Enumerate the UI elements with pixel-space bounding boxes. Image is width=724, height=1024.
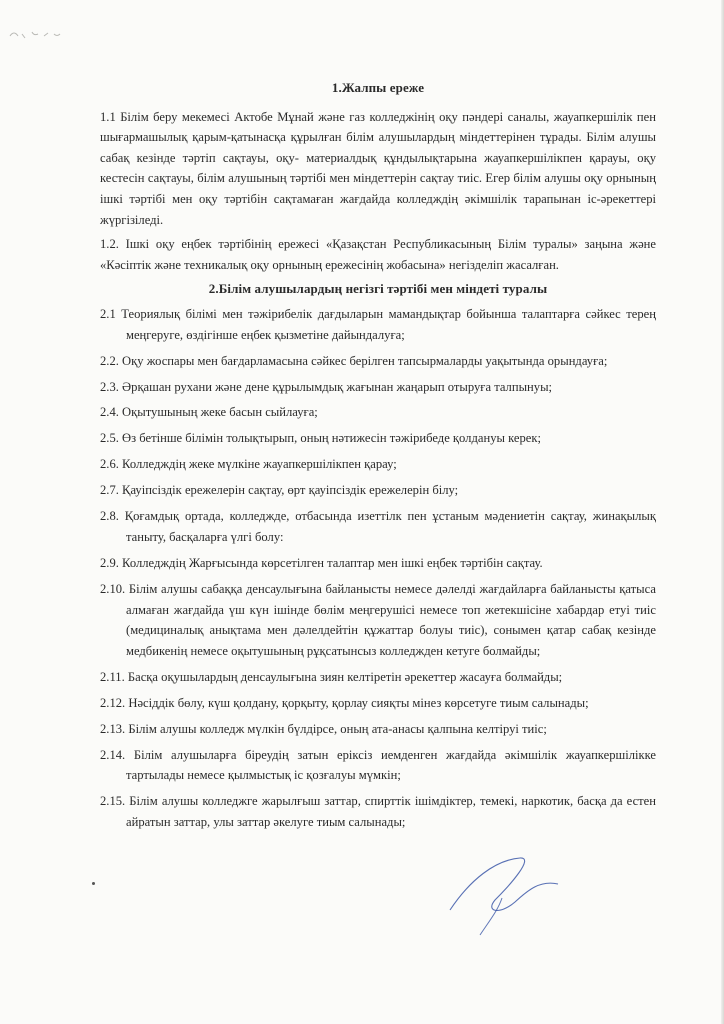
rule-item-text: Қоғамдық ортада, колледжде, отбасында изеттілк пен ұстаным мәдениетін сақтау, жинақылық таныту, басқаларға үлгі болу: — [124, 509, 656, 545]
section-2-list — [100, 304, 656, 833]
rule-item-text: Әрқашан рухани және дене құрылымдық жағынан жаңарып отыруға талпынуы; — [122, 379, 553, 394]
rule-item-number: 2.6. — [100, 457, 119, 472]
scan-artifact-mark — [6, 22, 76, 44]
rule-item — [100, 791, 656, 832]
rule-item-text: Оқу жоспары мен бағдарламасына сәйкес берілген тапсырмаларды уақытында орындауға; — [122, 353, 608, 368]
rule-item-number: 2.9. — [100, 556, 119, 570]
rule-item-text: Білім алушыларға біреудің затын еріксіз иемденген жағдайда әкімшілік жауапкершілікке тартылады немесе қылмыстық іс қозғалуы мүмкін; — [126, 747, 656, 783]
rule-item-text: Колледждің Жарғысында көрсетілген талаптар мен ішкі еңбек тәртібін сақтау. — [122, 556, 543, 570]
rule-item — [100, 719, 656, 740]
rule-item-number: 2.5. — [100, 431, 119, 446]
rule-item-text: Колледждің жеке мүлкіне жауапкершілікпен қарау; — [122, 457, 397, 472]
rule-item-text: Теориялық білімі мен тәжірибелік дағдыларын мамандықтар бойынша талаптарға сәйкес терең меңгеруге, өздігінше еңбек қызметіне дайындалуға; — [121, 306, 657, 342]
rule-item — [100, 428, 656, 449]
rule-item — [100, 480, 656, 501]
rule-item-number: 2.7. — [100, 483, 119, 498]
rule-item-number: 2.13. — [100, 721, 126, 736]
rule-item — [100, 454, 656, 475]
rule-item — [100, 351, 656, 372]
rule-item — [100, 579, 656, 661]
rule-item-text: Нәсіддік бөлу, күш қолдану, қорқыту, қорлау сияқты мінез көрсетуге тиым салынады; — [128, 695, 589, 710]
handwritten-signature — [440, 840, 580, 950]
rule-item-number: 2.15. — [100, 794, 126, 809]
rule-item-number: 2.12. — [100, 695, 126, 710]
rule-item — [100, 377, 656, 398]
document-body — [100, 78, 656, 838]
section-2-title: 2.Білім алушылардың негізгі тәртібі мен міндеті туралы — [208, 281, 548, 297]
rule-item-number: 2.3. — [100, 379, 119, 394]
rule-item-number: 2.4. — [100, 405, 119, 420]
rule-item-text: Қауіпсіздік ережелерін сақтау, өрт қауіпсіздік ережелерін білу; — [122, 483, 459, 498]
paragraph-1-2: 1.2. Ішкі оқу еңбек тәртібінің ережесі «Қазақстан Республикасының Білім туралы» заңына және «Кәсіптік және техникалық оқу орнының ережесінің жобасына» негізделіп жасалған. — [100, 237, 656, 272]
rule-item-text: Білім алушы колледжге жарылғыш заттар, спирттік ішімдіктер, темекі, наркотик, басқа да естен айратын заттар, улы заттар әкелуге тиым салынады; — [126, 794, 656, 829]
rule-item — [100, 506, 656, 547]
rule-item-number: 2.14. — [100, 747, 126, 762]
rule-item — [100, 745, 656, 786]
rule-item — [100, 402, 656, 423]
rule-item-number: 2.10. — [100, 581, 126, 596]
rule-item-number: 2.11. — [100, 669, 125, 684]
rule-item-text: Өз бетінше білімін толықтырып, оның нәтижесін тәжірибеде қолдануы керек; — [122, 431, 542, 446]
rule-item — [100, 693, 656, 714]
rule-item-text: Басқа оқушылардың денсаулығына зиян келтіретін әрекеттер жасауға болмайды; — [127, 669, 563, 684]
section-1-title: 1.Жалпы ереже — [331, 80, 425, 95]
rule-item-number: 2.1 — [100, 306, 116, 321]
scan-speck — [92, 882, 95, 885]
rule-item-number: 2.8. — [100, 509, 119, 524]
rule-item-text: Оқытушының жеке басын сыйлауға; — [122, 405, 318, 420]
paragraph-1-1: 1.1 Білім беру мекемесі Актобе Мұнай және газ колледжінің оқу пәндері саналы, жауапкершілік пен шығармашылық қарым-қатынасқа құрылған білім алушылардың міндеттерінен тұрады. Білім алушы сабақ кезінде тәртіп сақтауы, оқу- материалдық құндылықтарына жауапкершілікпен қарауы, оқу кестесін сақтауы, білім алушының тәртібі мен міндеттерін сақтау тиіс. Егер білім алушы оқу орнының ішкі тәртібі мен оқу тәртібін сақтамаған жағдайда колледждің әкімшілік тарапынан іс-әрекеттері жүргізіледі. — [100, 109, 656, 227]
rule-item-text: Білім алушы колледж мүлкін бүлдірсе, оның ата-анасы қалпына келтіруі тиіс; — [128, 721, 547, 736]
rule-item — [100, 304, 656, 345]
rule-item-text: Білім алушы сабаққа денсаулығына байланысты немесе дәлелді жағдайларға байланысты қатыса алмаған жағдайда үш күн ішінде бөлім меңгерушісі немесе топ жетекшісіне хабардар етуі тиіс (медициналық анықтама мен дәлелдейтін құжаттар болуы тиіс), сонымен қатар сабақ кезінде медбикенің немесе оқытушының рұқсатынсыз колледжден кетуге болмайды; — [126, 581, 656, 658]
rule-item-number: 2.2. — [100, 353, 119, 368]
rule-item — [100, 667, 656, 688]
rule-item — [100, 553, 656, 574]
